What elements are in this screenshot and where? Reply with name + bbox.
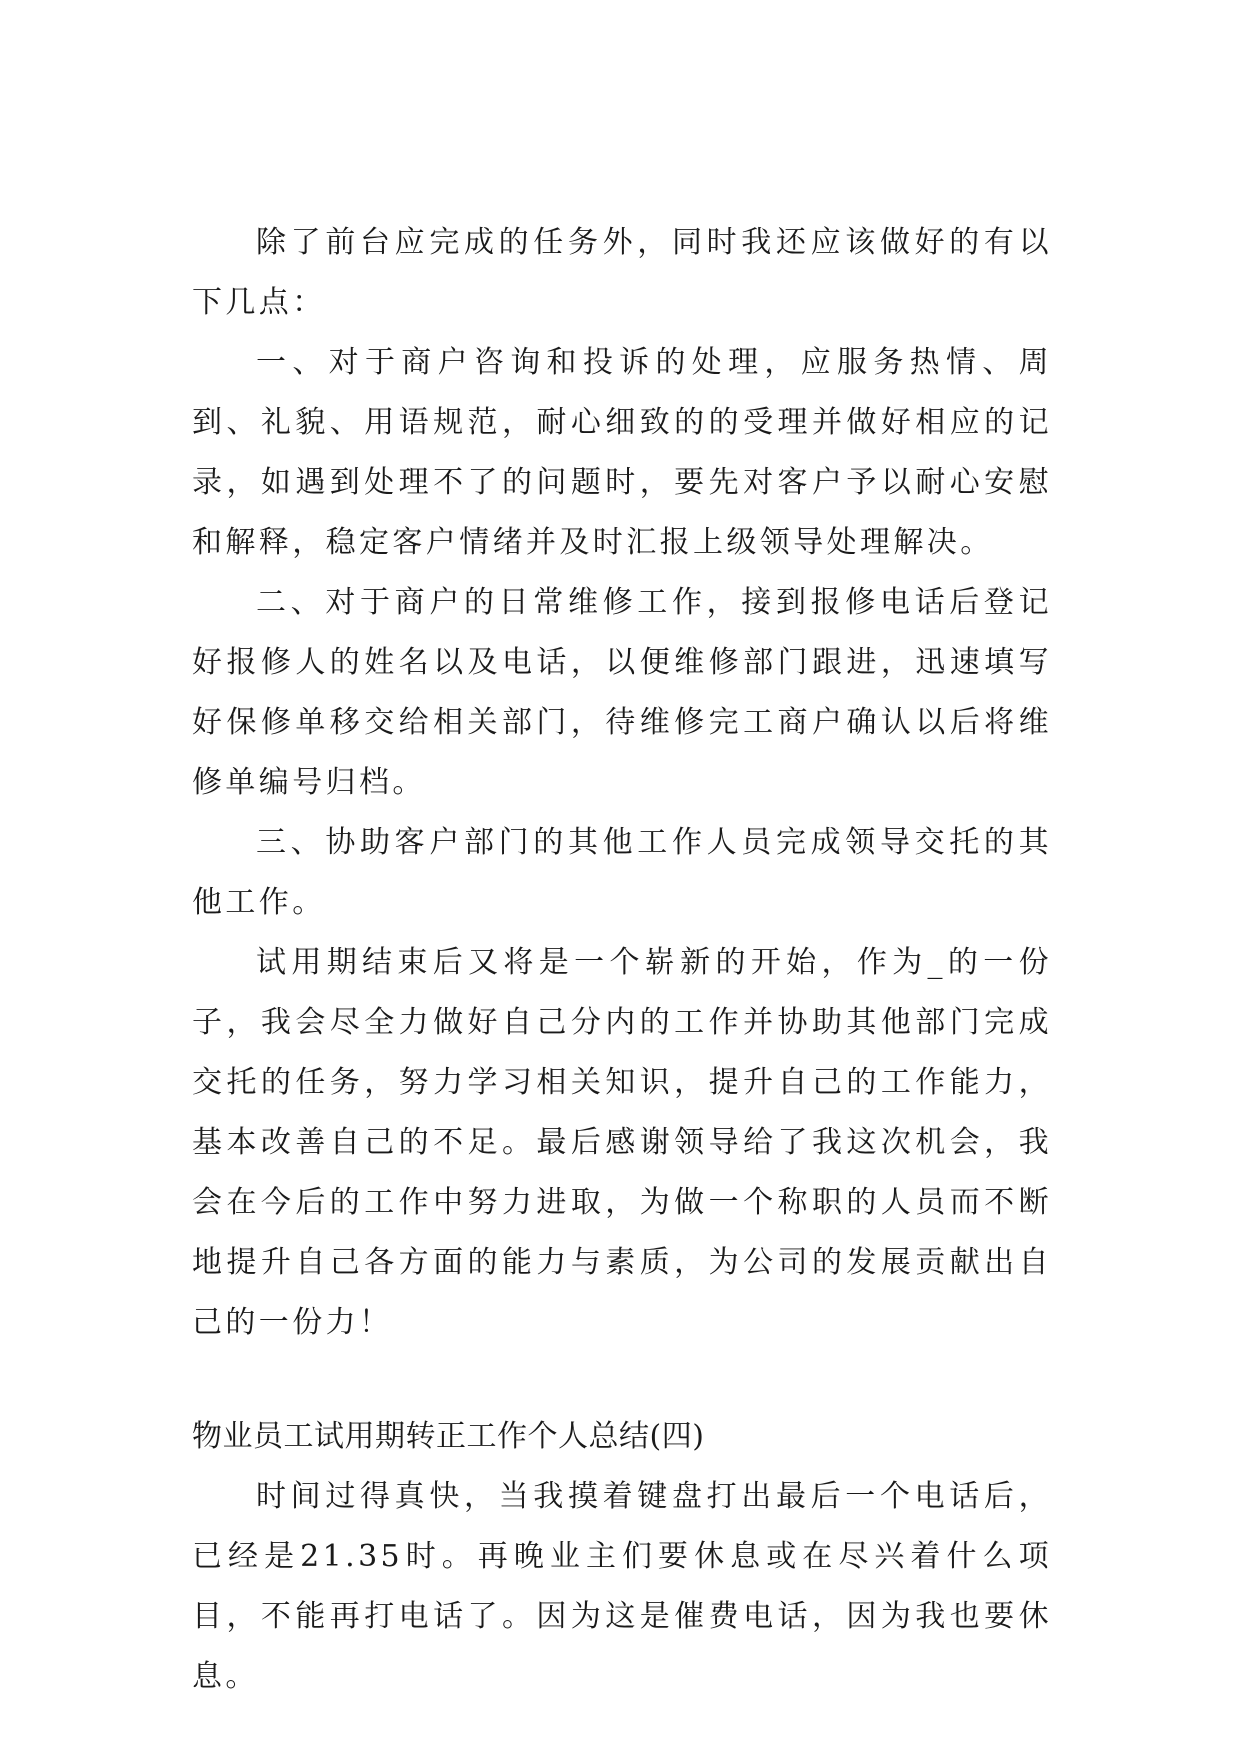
paragraph-point-one: 一、对于商户咨询和投诉的处理，应服务热情、周到、礼貌、用语规范，耐心细致的的受理并做好相应的记录，如遇到处理不了的问题时，要先对客户予以耐心安慰和解释，稳定客户情绪并及时汇报上级领导处理解决。: [192, 345, 1052, 560]
paragraph-conclusion: 试用期结束后又将是一个崭新的开始，作为_的一份子，我会尽全力做好自己分内的工作并协助其他部门完成交托的任务，努力学习相关知识，提升自己的工作能力，基本改善自己的不足。最后感谢领导给了我这次机会，我会在今后的工作中努力进取，为做一个称职的人员而不断地提升自己各方面的能力与素质，为公司的发展贡献出自己的一份力！: [192, 945, 1052, 1340]
paragraph-point-three: 三、协助客户部门的其他工作人员完成领导交托的其他工作。: [192, 825, 1052, 920]
paragraph-section-four-opening: 时间过得真快，当我摸着键盘打出最后一个电话后，已经是21.35时。再晚业主们要休息或在尽兴着什么项目，不能再打电话了。因为这是催费电话，因为我也要休息。: [192, 1479, 1052, 1694]
section-title: 物业员工试用期转正工作个人总结(四): [192, 1419, 705, 1454]
paragraph-point-two: 二、对于商户的日常维修工作，接到报修电话后登记好报修人的姓名以及电话，以便维修部门跟进，迅速填写好保修单移交给相关部门，待维修完工商户确认以后将维修单编号归档。: [192, 585, 1052, 800]
paragraph-intro: 除了前台应完成的任务外，同时我还应该做好的有以下几点：: [192, 225, 1052, 320]
section-spacer: [192, 1353, 1052, 1407]
document-body: [192, 213, 1052, 1707]
